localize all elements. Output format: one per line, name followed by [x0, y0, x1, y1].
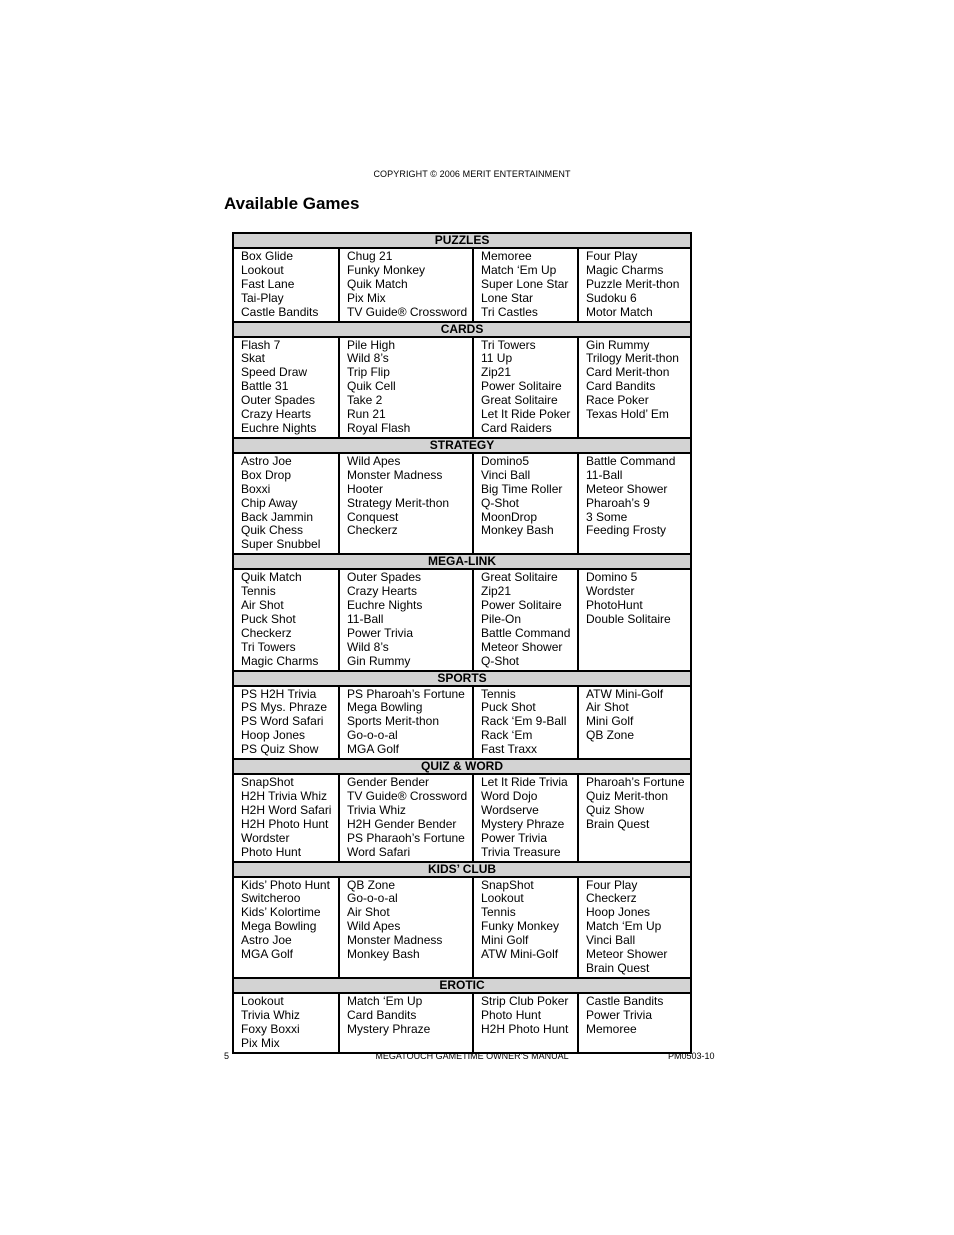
game-name: Mega Bowling [347, 701, 423, 715]
game-name: Texas Hold’ Em [586, 408, 669, 422]
game-name: SnapShot [481, 878, 534, 892]
game-name: Wordserve [481, 803, 539, 817]
game-name: Trivia Whiz [241, 1008, 300, 1022]
game-name: Fast Lane [241, 277, 295, 291]
game-name: MGA Golf [241, 948, 294, 962]
game-name: Hoop Jones [241, 729, 306, 743]
game-name: Card Raiders [481, 421, 552, 435]
game-name: QB Zone [347, 878, 396, 892]
game-name: 11-Ball [586, 468, 623, 482]
footer-page-number: 5 [224, 1051, 230, 1061]
game-name: Mystery Phraze [481, 817, 565, 831]
game-name: Fast Traxx [481, 743, 538, 757]
game-name: Card Bandits [586, 380, 656, 394]
game-name: Memoree [586, 1022, 637, 1036]
section-header-row [233, 322, 691, 337]
game-name: Photo Hunt [241, 845, 302, 859]
game-name: Air Shot [241, 599, 284, 613]
game-name: Pharoah’s 9 [586, 496, 650, 510]
game-name: Battle Command [481, 626, 571, 640]
game-name: Word Safari [347, 845, 411, 859]
game-name: Trilogy Merit-thon [586, 352, 679, 366]
game-name: Match ‘Em Up [481, 263, 557, 277]
game-name: MoonDrop [481, 510, 538, 524]
game-name: Pix Mix [347, 291, 386, 305]
game-name: Match ‘Em Up [586, 920, 662, 934]
game-name: Kids’ Kolortime [241, 906, 321, 920]
game-name: MGA Golf [347, 743, 400, 757]
game-name: Mega Bowling [241, 920, 317, 934]
game-name: Hooter [347, 482, 384, 496]
section-header-row [233, 438, 691, 453]
game-name: H2H Photo Hunt [241, 817, 329, 831]
game-name: Tri Towers [481, 338, 536, 352]
game-column [578, 453, 691, 554]
game-name: Magic Charms [586, 263, 664, 277]
game-name: Rack ‘Em 9-Ball [481, 715, 567, 729]
game-name: Trivia Treasure [481, 845, 561, 859]
game-name: Monkey Bash [347, 948, 420, 962]
game-name: Motor Match [586, 305, 653, 319]
section-body-row [233, 337, 691, 438]
game-name: Pharoah’s Fortune [586, 776, 685, 790]
game-name: Air Shot [586, 701, 629, 715]
game-name: Box Glide [241, 250, 294, 263]
game-column [578, 993, 691, 1053]
game-name: Super Lone Star [481, 277, 569, 291]
game-name: Tennis [481, 906, 516, 920]
game-name: Wild 8’s [347, 640, 389, 654]
game-name: Wild 8’s [347, 352, 389, 366]
game-name: Lookout [241, 994, 284, 1008]
game-column [339, 569, 473, 670]
section-header: SPORTS [233, 671, 691, 686]
game-name: H2H Trivia Whiz [241, 790, 328, 803]
game-column [578, 337, 691, 438]
game-name: Speed Draw [241, 366, 308, 380]
game-name: Astro Joe [241, 454, 292, 468]
game-name: Zip21 [481, 585, 512, 599]
game-column [473, 248, 578, 322]
game-name: Kids’ Photo Hunt [241, 878, 330, 892]
game-name: Castle Bandits [241, 305, 319, 319]
game-name: TV Guide® Crossword [347, 790, 468, 803]
game-name: Puzzle Merit-thon [586, 277, 680, 291]
game-name: Tri Castles [481, 305, 538, 319]
game-name: Mini Golf [481, 934, 529, 948]
game-column [473, 337, 578, 438]
game-name: Card Merit-thon [586, 366, 670, 380]
game-name: Great Solitaire [481, 571, 558, 585]
game-name: Quik Match [241, 571, 302, 585]
game-name: Mini Golf [586, 715, 634, 729]
game-name: Power Trivia [481, 831, 548, 845]
game-name: Astro Joe [241, 934, 292, 948]
game-column [233, 877, 339, 978]
game-name: Great Solitaire [481, 394, 558, 408]
game-column [473, 774, 578, 861]
game-name: Power Solitaire [481, 599, 562, 613]
game-name: Q-Shot [481, 496, 520, 510]
game-name: Monkey Bash [481, 524, 554, 538]
section-header: KIDS’ CLUB [233, 862, 691, 877]
section-body-row [233, 686, 691, 760]
game-name: Meteor Shower [586, 482, 668, 496]
game-name: Outer Spades [347, 571, 422, 585]
game-name: PS Pharaoh’s Fortune [347, 831, 465, 845]
game-name: Trip Flip [347, 366, 390, 380]
game-name: Puck Shot [241, 612, 296, 626]
section-header-row [233, 233, 691, 248]
game-name: Chip Away [241, 496, 298, 510]
game-name: Battle Command [586, 454, 676, 468]
game-name: PS H2H Trivia [241, 687, 317, 701]
game-name: Q-Shot [481, 654, 520, 668]
game-name: Meteor Shower [586, 948, 668, 962]
section-body-row [233, 774, 691, 861]
game-column [473, 993, 578, 1053]
game-name: Super Snubbel [241, 538, 321, 552]
game-name: Checkerz [241, 626, 292, 640]
game-name: Pix Mix [241, 1036, 280, 1050]
game-column [339, 248, 473, 322]
game-name: Quik Chess [241, 524, 304, 538]
game-name: Wordster [241, 831, 290, 845]
game-name: Quik Cell [347, 380, 396, 394]
game-name: Quiz Merit-thon [586, 790, 669, 803]
game-name: Back Jammin [241, 510, 314, 524]
game-name: Quiz Show [586, 803, 645, 817]
game-name: Vinci Ball [481, 468, 531, 482]
game-name: Rack ‘Em [481, 729, 533, 743]
game-name: Foxy Boxxi [241, 1022, 300, 1036]
game-name: Card Bandits [347, 1008, 417, 1022]
copyright-notice: COPYRIGHT © 2006 MERIT ENTERTAINMENT [373, 169, 571, 179]
game-name: Euchre Nights [347, 599, 423, 613]
game-column [233, 686, 339, 760]
game-column [233, 993, 339, 1053]
footer-doc-code: PM0503-10 [668, 1051, 715, 1061]
game-column [339, 337, 473, 438]
game-name: Tai-Play [241, 291, 284, 305]
game-name: Gin Rummy [347, 654, 411, 668]
game-column [578, 248, 691, 322]
game-name: Lookout [481, 892, 524, 906]
game-name: 3 Some [586, 510, 628, 524]
game-name: Gender Bender [347, 776, 430, 790]
game-column [578, 774, 691, 861]
game-column [578, 877, 691, 978]
section-body-row [233, 877, 691, 978]
game-name: Wordster [586, 585, 635, 599]
game-name: Gin Rummy [586, 338, 650, 352]
game-column [339, 993, 473, 1053]
game-name: Four Play [586, 878, 638, 892]
game-name: Hoop Jones [586, 906, 651, 920]
game-name: Wild Apes [347, 920, 401, 934]
game-name: Domino5 [481, 454, 530, 468]
game-name: QB Zone [586, 729, 635, 743]
game-name: Crazy Hearts [241, 408, 312, 422]
game-column [233, 453, 339, 554]
section-header-row [233, 978, 691, 993]
footer-manual-title: MEGATOUCH GAMETIME OWNER’S MANUAL [375, 1051, 569, 1061]
game-name: Puck Shot [481, 701, 536, 715]
game-name: Race Poker [586, 394, 649, 408]
game-column [339, 686, 473, 760]
game-name: TV Guide® Crossword [347, 305, 468, 319]
section-header-row [233, 759, 691, 774]
game-column [339, 774, 473, 861]
section-body-row [233, 248, 691, 322]
game-column [473, 569, 578, 670]
game-name: Brain Quest [586, 817, 650, 831]
game-name: Big Time Roller [481, 482, 563, 496]
section-body-row [233, 993, 691, 1053]
game-name: Quik Match [347, 277, 408, 291]
game-name: Checkerz [347, 524, 398, 538]
section-header: MEGA-LINK [233, 554, 691, 569]
game-column [233, 248, 339, 322]
game-name: Trivia Whiz [347, 803, 406, 817]
game-name: PS Quiz Show [241, 743, 319, 757]
game-name: Go-o-o-al [347, 892, 398, 906]
game-name: Pile High [347, 338, 396, 352]
game-name: Run 21 [347, 408, 386, 422]
game-name: Brain Quest [586, 961, 650, 975]
game-name: Let It Ride Poker [481, 408, 571, 422]
game-name: Meteor Shower [481, 640, 563, 654]
game-name: Tennis [481, 687, 516, 701]
page-title: Available Games [224, 194, 360, 213]
game-name: Sudoku 6 [586, 291, 637, 305]
game-name: Castle Bandits [586, 994, 664, 1008]
game-column [233, 774, 339, 861]
game-name: Sports Merit-thon [347, 715, 440, 729]
game-name: 11 Up [481, 352, 513, 366]
game-name: Wild Apes [347, 454, 401, 468]
section-header-row [233, 862, 691, 877]
game-column [473, 686, 578, 760]
game-name: Flash 7 [241, 338, 281, 352]
game-name: Mystery Phraze [347, 1022, 431, 1036]
game-column [339, 453, 473, 554]
section-header: STRATEGY [233, 438, 691, 453]
game-name: Lone Star [481, 291, 534, 305]
game-column [233, 569, 339, 670]
game-name: ATW Mini-Golf [586, 687, 664, 701]
game-name: Funky Monkey [347, 263, 426, 277]
game-name: Switcheroo [241, 892, 301, 906]
game-name: H2H Gender Bender [347, 817, 457, 831]
game-name: PS Pharoah’s Fortune [347, 687, 465, 701]
game-name: Match ‘Em Up [347, 994, 423, 1008]
game-name: H2H Word Safari [241, 803, 332, 817]
game-name: Photo Hunt [481, 1008, 542, 1022]
game-name: Zip21 [481, 366, 512, 380]
game-name: Magic Charms [241, 654, 319, 668]
game-name: Funky Monkey [481, 920, 560, 934]
section-header: CARDS [233, 322, 691, 337]
section-body-row [233, 569, 691, 670]
game-name: Skat [241, 352, 266, 366]
section-header-row [233, 554, 691, 569]
game-column [578, 569, 691, 670]
game-name: Power Solitaire [481, 380, 562, 394]
game-name: Euchre Nights [241, 421, 317, 435]
game-column [233, 337, 339, 438]
game-name: Four Play [586, 250, 638, 263]
section-header: PUZZLES [233, 233, 691, 248]
game-name: PS Word Safari [241, 715, 324, 729]
game-name: Royal Flash [347, 421, 411, 435]
game-name: Pile-On [481, 612, 522, 626]
game-column [473, 453, 578, 554]
game-name: ATW Mini-Golf [481, 948, 559, 962]
section-header: EROTIC [233, 978, 691, 993]
game-name: Power Trivia [586, 1008, 653, 1022]
game-name: Power Trivia [347, 626, 414, 640]
game-name: SnapShot [241, 776, 294, 790]
game-name: Domino 5 [586, 571, 638, 585]
game-name: Strategy Merit-thon [347, 496, 450, 510]
section-header: QUIZ & WORD [233, 759, 691, 774]
game-name: Checkerz [586, 892, 637, 906]
games-table [232, 232, 692, 1054]
game-name: Double Solitaire [586, 612, 671, 626]
game-name: Tennis [241, 585, 276, 599]
game-name: Box Drop [241, 468, 292, 482]
game-column [578, 686, 691, 760]
game-name: Air Shot [347, 906, 390, 920]
game-name: Take 2 [347, 394, 383, 408]
game-name: Monster Madness [347, 934, 443, 948]
game-name: Battle 31 [241, 380, 289, 394]
game-name: Feeding Frosty [586, 524, 667, 538]
game-column [339, 877, 473, 978]
game-name: Word Dojo [481, 790, 538, 803]
game-name: Tri Towers [241, 640, 296, 654]
game-name: Memoree [481, 250, 532, 263]
game-name: Lookout [241, 263, 284, 277]
section-header-row [233, 671, 691, 686]
game-name: PS Mys. Phraze [241, 701, 328, 715]
game-name: Outer Spades [241, 394, 316, 408]
game-name: Conquest [347, 510, 399, 524]
game-name: Let It Ride Trivia [481, 776, 568, 790]
game-name: 11-Ball [347, 612, 384, 626]
game-name: PhotoHunt [586, 599, 643, 613]
game-name: Chug 21 [347, 250, 393, 263]
game-name: Crazy Hearts [347, 585, 418, 599]
game-name: Go-o-o-al [347, 729, 398, 743]
game-name: Monster Madness [347, 468, 443, 482]
game-name: Vinci Ball [586, 934, 636, 948]
game-name: Boxxi [241, 482, 271, 496]
game-column [473, 877, 578, 978]
section-body-row [233, 453, 691, 554]
game-name: Strip Club Poker [481, 994, 569, 1008]
game-name: H2H Photo Hunt [481, 1022, 569, 1036]
